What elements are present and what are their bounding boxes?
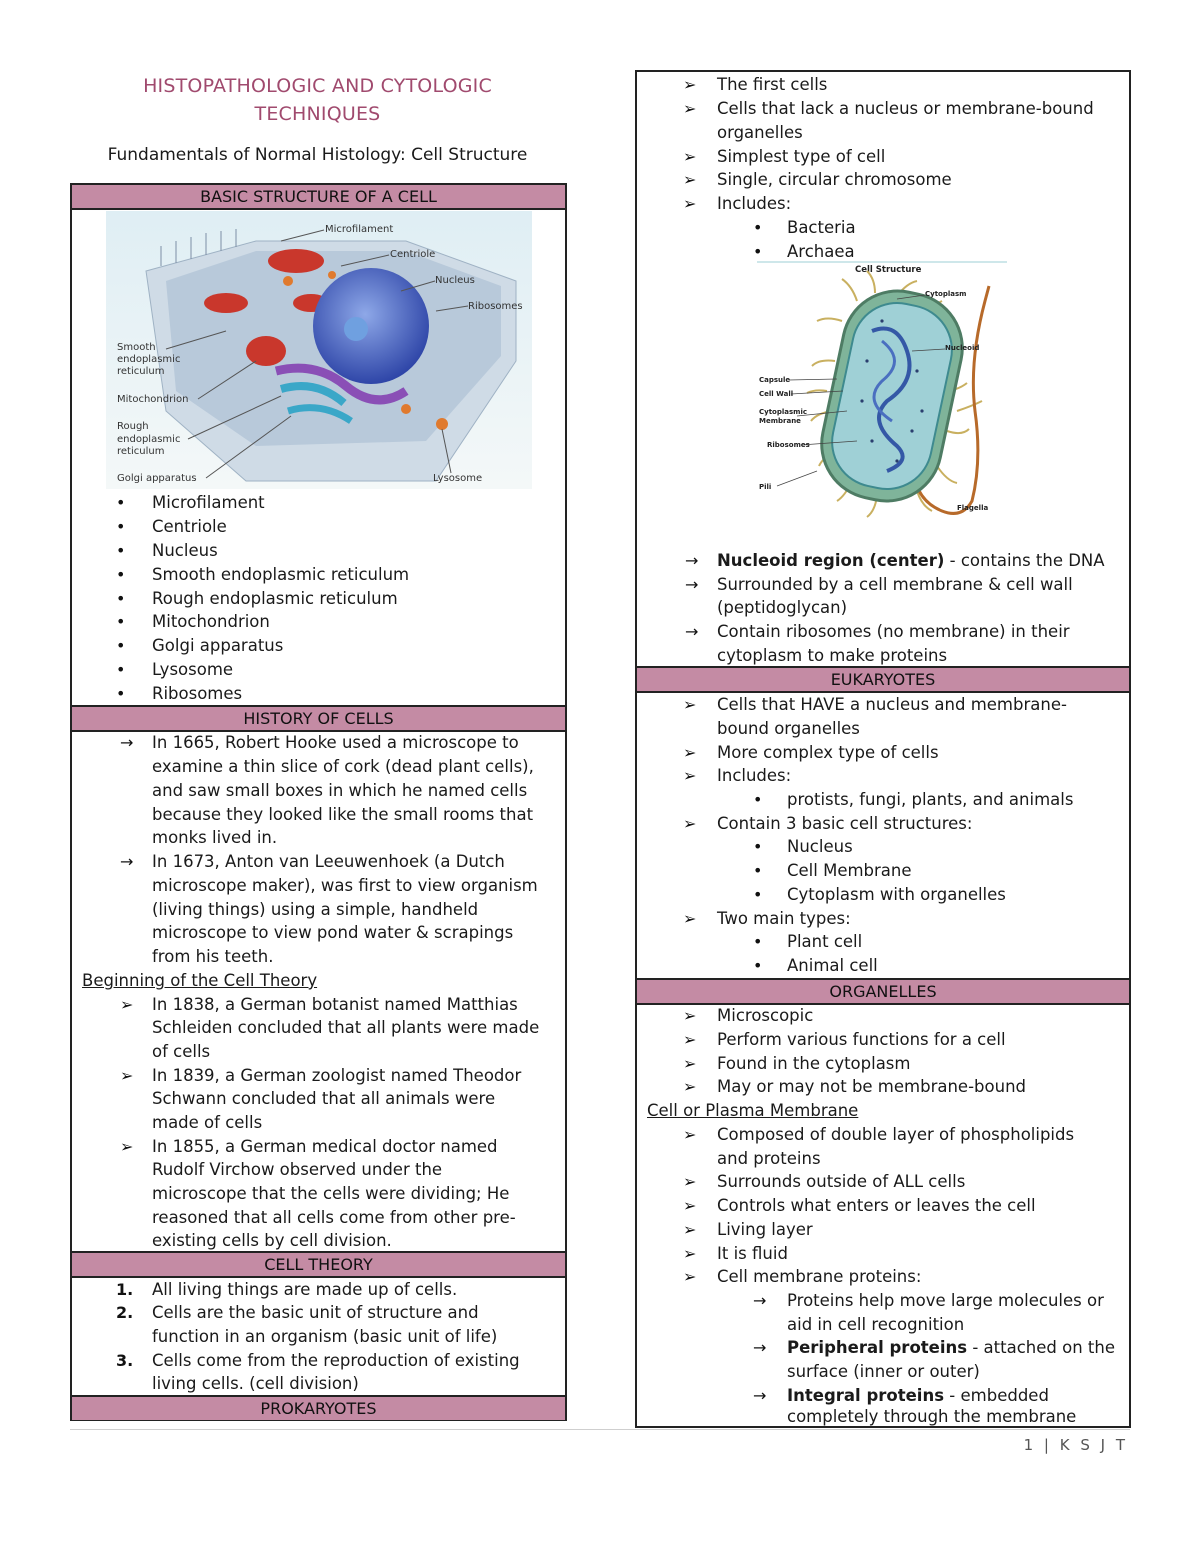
euk-structure: Cytoplasm with organelles [787, 885, 1006, 904]
euk-structure: Cell Membrane [787, 861, 912, 880]
header-eukaryotes: EUKARYOTES [637, 666, 1129, 693]
numbered-line: Cells come from the reproduction of existing [152, 1351, 520, 1370]
author-initials: K S J T [1059, 1436, 1128, 1454]
numbered-line: function in an organism (basic unit of life) [152, 1327, 498, 1346]
title-line-2: TECHNIQUES [254, 103, 381, 125]
list-item: Smooth endoplasmic reticulum [152, 565, 410, 584]
protein-line: Proteins help move large molecules or [787, 1291, 1104, 1310]
bacteria-fig-title: Cell Structure [855, 265, 922, 275]
history-line: microscope maker), was first to view organism [152, 876, 538, 895]
euk-line: Includes: [717, 766, 792, 785]
history-line: and saw small boxes in which he named cells [152, 781, 528, 800]
prok-line: organelles [717, 123, 803, 142]
membrane-line: Controls what enters or leaves the cell [717, 1196, 1036, 1215]
protein-line: completely through the membrane [787, 1407, 1077, 1426]
protein-line: surface (inner or outer) [787, 1362, 980, 1381]
numbered-line: All living things are made up of cells. [152, 1280, 458, 1299]
bacteria-cell-diagram [757, 261, 1009, 523]
theory-line: In 1838, a German botanist named Matthias [152, 995, 518, 1014]
numbered-line: Cells are the basic unit of structure and [152, 1303, 479, 1322]
euk-includes: protists, fungi, plants, and animals [787, 790, 1074, 809]
theory-line: reasoned that all cells come from other pre- [152, 1208, 516, 1227]
euk-type: Animal cell [787, 956, 878, 975]
fig-label-reticulum-1: reticulum [117, 366, 165, 377]
euk-line: More complex type of cells [717, 743, 939, 762]
nucleoid-line [717, 549, 1105, 573]
history-line: In 1665, Robert Hooke used a microscope to [152, 733, 519, 752]
right-column-table: ➢ The first cells ➢ Cells that lack a nucleus or membrane-bound organelles ➢ Simplest type of cell ➢ Single, circular chromosome ➢ Includes: • Bacteria • Archaea Cell Structure Cytoplasm Nucleoid Capsule Cell Wall Cytoplasmic Membrane Ribosomes Pili Flagella → Nucleoid region (center) - contains the DNA → Surrounded by a cell membrane & cell wall (peptidoglycan) → Contain ribosomes (no membrane) in their cytoplasm to make proteins EUKARYOTES ➢ Cells that HAVE a nucleus and membrane- bound organelles ➢ More complex type of cells ➢ Includes: • protists, fungi, plants, and animals ➢ Contain 3 basic cell structures: • Nucleus • Cell Membrane • Cytoplasm with organelles ➢ Two main types: • Plant cell • Animal cell ORGANELLES ➢ Microscopic ➢ Perform various functions for a cell ➢ Found in the cytoplasm ➢ May or may not be membrane-bound Cell or Plasma Membrane ➢ Composed of double layer of phospholipids and proteins ➢ Surrounds outside of ALL cells ➢ Controls what enters or leaves the cell ➢ Living layer ➢ It is fluid ➢ Cell membrane proteins: → Proteins help move large molecules or aid in cell recognition → Peripheral proteins - attached on the surface (inner or outer) → Integral proteins - embedded completely through the membrane [635, 70, 1131, 1428]
integral-rest: - embedded [944, 1386, 1049, 1405]
title-line-1: HISTOPATHOLOGIC AND CYTOLOGIC [143, 75, 492, 97]
history-line: In 1673, Anton van Leeuwenhoek (a Dutch [152, 852, 505, 871]
fig-label-centriole: Centriole [390, 249, 436, 260]
header-history-of-cells: HISTORY OF CELLS [72, 705, 565, 732]
bacteria-label-capsule: Capsule [759, 376, 791, 384]
bacteria-label-pili: Pili [759, 483, 772, 491]
page-footer [1024, 1436, 1128, 1454]
list-item: Centriole [152, 517, 227, 536]
fig-label-smooth: Smooth [117, 342, 156, 353]
history-line: monks lived in. [152, 828, 278, 847]
prok-line: Includes: [717, 194, 792, 213]
fig-label-rough: Rough [117, 421, 149, 432]
page-title [70, 72, 565, 128]
prok-line: The first cells [717, 75, 828, 94]
prok-sub-item: Bacteria [787, 218, 856, 237]
membrane-line: Surrounds outside of ALL cells [717, 1172, 966, 1191]
euk-contain: Contain 3 basic cell structures: [717, 814, 973, 833]
header-cell-theory: CELL THEORY [72, 1251, 565, 1278]
numbered-line: living cells. (cell division) [152, 1374, 359, 1393]
page-number: 1 [1023, 1436, 1037, 1454]
bacteria-label-cell-wall: Cell Wall [759, 390, 794, 398]
fig-label-lysosome: Lysosome [433, 473, 483, 484]
prok-arrow-line: Contain ribosomes (no membrane) in their [717, 622, 1070, 641]
org-line: Microscopic [717, 1006, 814, 1025]
euk-line: Cells that HAVE a nucleus and membrane- [717, 695, 1067, 714]
peripheral-bold: Peripheral proteins [787, 1338, 968, 1357]
list-number: 1. [116, 1280, 134, 1299]
prok-arrow-line: Surrounded by a cell membrane & cell wall [717, 575, 1073, 594]
org-line: Found in the cytoplasm [717, 1054, 911, 1073]
membrane-line: Composed of double layer of phospholipids [717, 1125, 1075, 1144]
protein-line [787, 1336, 1115, 1360]
bacteria-label-cytoplasm: Cytoplasm [925, 290, 967, 298]
membrane-line: Living layer [717, 1220, 813, 1239]
fig-label-golgi: Golgi apparatus [117, 473, 197, 484]
history-line: microscope to view pond water & scrapings [152, 923, 514, 942]
theory-line: Schleiden concluded that all plants were made [152, 1018, 540, 1037]
list-item: Golgi apparatus [152, 636, 284, 655]
list-item: Ribosomes [152, 684, 243, 703]
prok-line: Single, circular chromosome [717, 170, 952, 189]
prok-line: Cells that lack a nucleus or membrane-bound [717, 99, 1094, 118]
left-column-table: BASIC STRUCTURE OF A CELL Microfilament Centriole Nucleus Ribosomes Smooth endoplasmic reticulum Mitochondrion Rough endoplasmic reticulum Golgi apparatus Lysosome • Microfilament • Centriole • Nucleus • Smooth endoplasmic reticulum • Rough endoplasmic reticulum • Mitochondrion • Golgi apparatus • Lysosome • Ribosomes HISTORY OF CELLS → In 1665, Robert Hooke used a microscope to examine a thin slice of cork (dead plant cells), and saw small boxes in which he named cells because they looked like the small rooms that monks lived in. → In 1673, Anton van Leeuwenhoek (a Dutch microscope maker), was first to view organism (living things) using a simple, handheld microscope to view pond water & scrapings from his teeth. Beginning of the Cell Theory ➢ In 1838, a German botanist named Matthias Schleiden concluded that all plants were made of cells ➢ In 1839, a German zoologist named Theodor Schwann concluded that all animals were made of cells ➢ In 1855, a German medical doctor named Rudolf Virchow observed under the microscope that the cells were dividing; He reasoned that all cells come from other pre- existing cells by cell division. CELL THEORY 1. All living things are made up of cells. 2. Cells are the basic unit of structure and function in an organism (basic unit of life) 3. Cells come from the reproduction of existing living cells. (cell division) PROKARYOTES [70, 183, 567, 1421]
euk-types-label: Two main types: [717, 909, 851, 928]
euk-type: Plant cell [787, 932, 863, 951]
theory-line: of cells [152, 1042, 211, 1061]
plasma-membrane-heading: Cell or Plasma Membrane [647, 1101, 859, 1120]
fig-label-microfilament: Microfilament [325, 224, 394, 235]
theory-line: Rudolf Virchow observed under the [152, 1160, 443, 1179]
nucleoid-rest: - contains the DNA [944, 551, 1105, 570]
theory-line: microscope that the cells were dividing; He [152, 1184, 510, 1203]
list-number: 3. [116, 1351, 134, 1370]
animal-cell-diagram [106, 211, 532, 489]
history-line: examine a thin slice of cork (dead plant cells), [152, 757, 534, 776]
org-line: May or may not be membrane-bound [717, 1077, 1026, 1096]
theory-line: existing cells by cell division. [152, 1231, 392, 1250]
membrane-line: It is fluid [717, 1244, 788, 1263]
cell-theory-beginning-heading: Beginning of the Cell Theory [82, 971, 318, 990]
fig-label-reticulum-2: reticulum [117, 446, 165, 457]
theory-line: In 1839, a German zoologist named Theodor [152, 1066, 522, 1085]
list-item: Nucleus [152, 541, 218, 560]
fig-label-ribosomes: Ribosomes [468, 301, 523, 312]
list-item: Rough endoplasmic reticulum [152, 589, 398, 608]
header-basic-structure: BASIC STRUCTURE OF A CELL [72, 185, 565, 210]
header-prokaryotes: PROKARYOTES [72, 1395, 565, 1420]
euk-line: bound organelles [717, 719, 860, 738]
protein-line: aid in cell recognition [787, 1315, 965, 1334]
list-item: Lysosome [152, 660, 234, 679]
history-line: because they looked like the small rooms that [152, 805, 534, 824]
list-item: Microfilament [152, 493, 265, 512]
bacteria-label-cytoplasmic: Cytoplasmic [759, 408, 807, 416]
theory-line: made of cells [152, 1113, 263, 1132]
theory-line: In 1855, a German medical doctor named [152, 1137, 498, 1156]
bacteria-label-ribosomes: Ribosomes [767, 441, 810, 449]
theory-line: Schwann concluded that all animals were [152, 1089, 496, 1108]
bacteria-label-nucleoid: Nucleoid [945, 344, 980, 352]
footer-separator: | [1043, 1436, 1052, 1454]
org-line: Perform various functions for a cell [717, 1030, 1006, 1049]
fig-label-endoplasmic-1: endoplasmic [117, 354, 181, 365]
header-organelles: ORGANELLES [637, 978, 1129, 1005]
membrane-line: and proteins [717, 1149, 821, 1168]
fig-label-mitochondrion: Mitochondrion [117, 394, 189, 405]
fig-label-nucleus: Nucleus [435, 275, 475, 286]
page-subtitle: Fundamentals of Normal Histology: Cell Structure [107, 145, 528, 165]
euk-structure: Nucleus [787, 837, 853, 856]
history-line: (living things) using a simple, handheld [152, 900, 479, 919]
membrane-line: Cell membrane proteins: [717, 1267, 922, 1286]
fig-label-endoplasmic-2: endoplasmic [117, 434, 181, 445]
bacteria-label-membrane: Membrane [759, 417, 801, 425]
prok-arrow-line: (peptidoglycan) [717, 598, 848, 617]
bacteria-label-flagella: Flagella [957, 504, 989, 512]
history-line: from his teeth. [152, 947, 274, 966]
peripheral-rest: - attached on the [967, 1338, 1115, 1357]
footer-divider [70, 1429, 1130, 1430]
prok-arrow-line: cytoplasm to make proteins [717, 646, 948, 665]
list-number: 2. [116, 1303, 134, 1322]
nucleoid-bold: Nucleoid region (center) [717, 551, 945, 570]
prok-line: Simplest type of cell [717, 147, 886, 166]
prok-sub-item: Archaea [787, 242, 855, 261]
list-item: Mitochondrion [152, 612, 270, 631]
integral-bold: Integral proteins [787, 1386, 945, 1405]
